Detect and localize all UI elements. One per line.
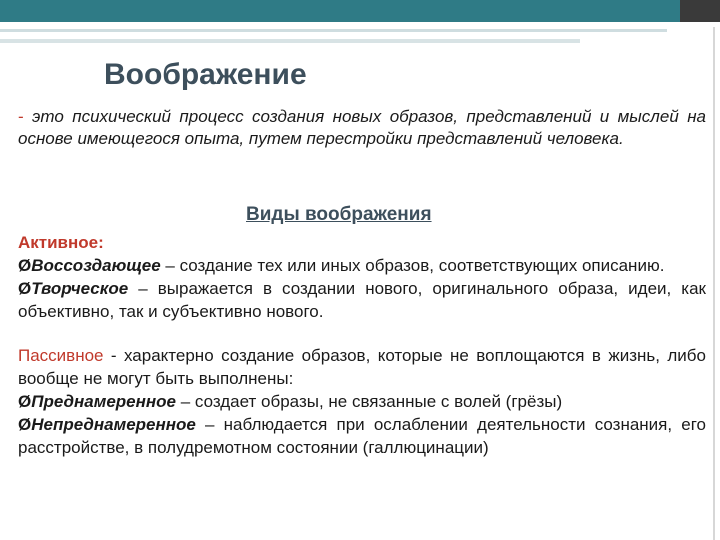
list-item-active-2 (18, 277, 706, 323)
right-border-line (713, 27, 715, 540)
list-item-passive-2 (18, 413, 706, 459)
arrow-bullet-icon: Ø (18, 279, 32, 298)
term-label: Преднамеренное (31, 392, 176, 411)
definition-text: это психический процесс создания новых образов, представлений и мыслей на основе имеющегося опыта, путем перестройки представлений человека. (18, 107, 706, 148)
section-subtitle: Виды воображения (246, 204, 432, 225)
item-text: – создание тех или иных образов, соответствующих описанию. (160, 256, 665, 275)
content-body (18, 231, 706, 459)
item-text: – создает образы, не связанные с волей (грёзы) (175, 392, 563, 411)
passive-text: - характерно создание образов, которые не воплощаются в жизнь, либо вообще не могут быть выполнены: (18, 346, 706, 388)
arrow-bullet-icon: Ø (18, 256, 32, 275)
list-item-active-1 (18, 254, 706, 277)
arrow-bullet-icon: Ø (18, 415, 32, 434)
decor-line-1 (0, 29, 667, 32)
definition (18, 106, 706, 150)
term-label: Непреднамеренное (31, 415, 196, 434)
passive-heading: Пассивное (18, 346, 104, 365)
arrow-bullet-icon: Ø (18, 392, 32, 411)
top-corner-block (680, 0, 720, 22)
definition-dash: - (18, 107, 24, 126)
term-label: Воссоздающее (31, 256, 161, 275)
passive-paragraph (18, 344, 706, 390)
list-item-passive-1 (18, 390, 706, 413)
active-heading: Активное: (18, 233, 104, 252)
term-label: Творческое (31, 279, 129, 298)
decor-line-2 (0, 39, 580, 43)
page-title: Воображение (104, 58, 307, 91)
item-text: – выражается в создании нового, оригинального образа, идеи, как объективно, так и субъективно нового. (18, 279, 706, 321)
item-text: – наблюдается при ослаблении деятельности сознания, его расстройстве, в полудремотном состоянии (галлюцинации) (18, 415, 706, 457)
top-decor-bar (0, 0, 720, 22)
